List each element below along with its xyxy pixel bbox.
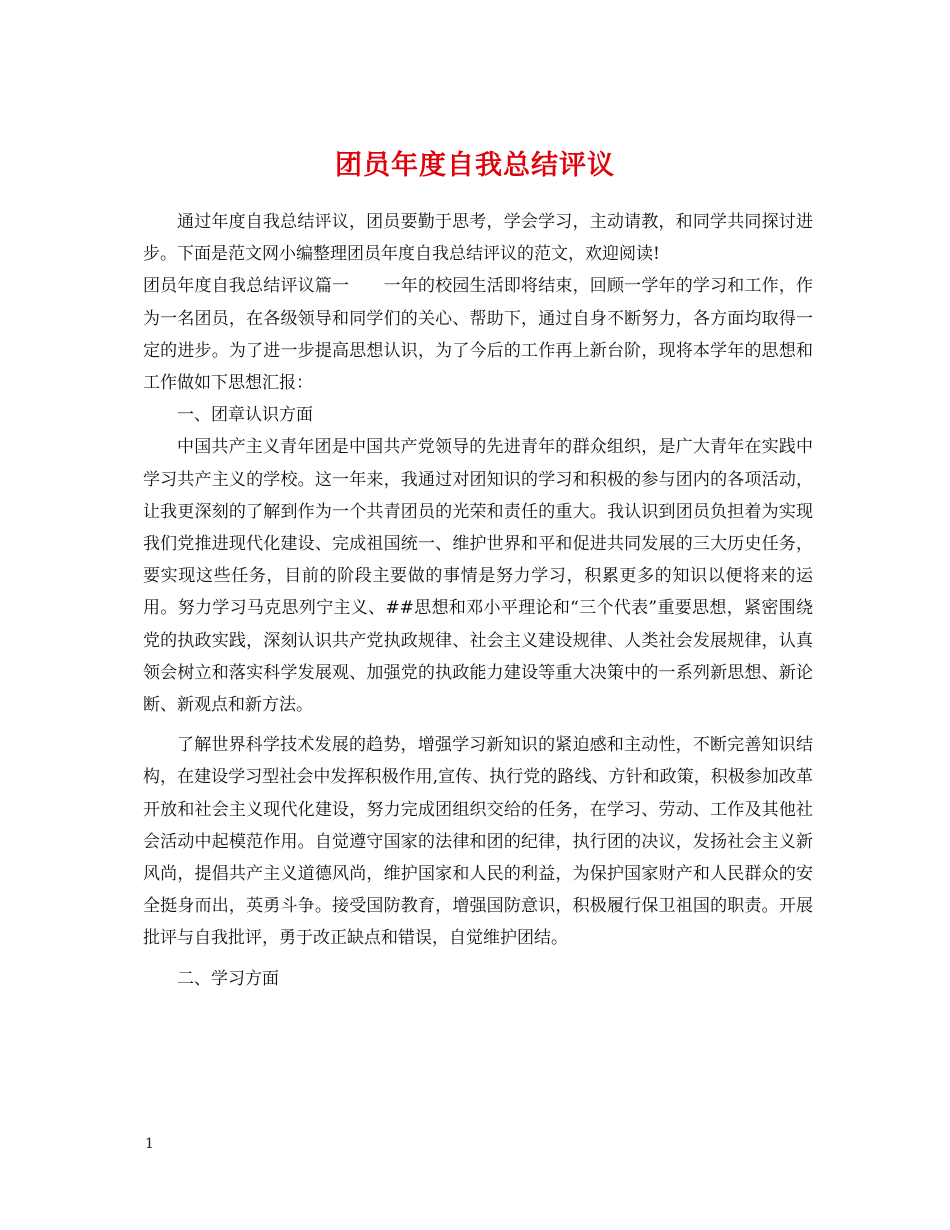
document-body — [143, 206, 813, 995]
body-paragraph-league: 中国共产主义青年团是中国共产党领导的先进青年的群众组织，是广大青年在实践中学习共产主义的学校。这一年来，我通过对团知识的学习和积极的参与团内的各项活动，让我更深刻的了解到作为一个共青团员的光荣和责任的重大。我认识到团员负担着为实现我们党推进现代化建设、完成祖国统一、维护世界和平和促进共同发展的三大历史任务，要实现这些任务，目前的阶段主要做的事情是努力学习，积累更多的知识以便将来的运用。努力学习马克思列宁主义、##思想和邓小平理论和“三个代表”重要思想，紧密围绕党的执政实践，深刻认识共产党执政规律、社会主义建设规律、人类社会发展规律，认真领会树立和落实科学发展观、加强党的执政能力建设等重大决策中的一系列新思想、新论断、新观点和新方法。 — [143, 437, 813, 716]
intro-paragraph: 通过年度自我总结评议，团员要勤于思考，学会学习，主动请教，和同学共同探讨进步。下面是范文网小编整理团员年度自我总结评议的范文，欢迎阅读! — [143, 212, 813, 265]
heading-party-charter: 一、团章认识方面 — [177, 405, 313, 426]
section-one-paragraph: 团员年度自我总结评议篇一 一年的校园生活即将结束，回顾一学年的学习和工作，作为一名团员，在各级领导和同学们的关心、帮助下，通过自身不断努力，各方面均取得一定的进步。为了进一步提高思想认识，为了今后的工作再上新台阶，现将本学年的思想和工作做如下思想汇报： — [143, 276, 813, 394]
heading-study: 二、学习方面 — [177, 968, 279, 989]
page-number: 1 — [145, 1136, 154, 1152]
document-title: 团员年度自我总结评议 — [335, 150, 615, 182]
body-paragraph-science: 了解世界科学技术发展的趋势，增强学习新知识的紧迫感和主动性，不断完善知识结构，在建设学习型社会中发挥积极作用,宣传、执行党的路线、方针和政策，积极参加改革开放和社会主义现代化建设，努力完成团组织交给的任务，在学习、劳动、工作及其他社会活动中起模范作用。自觉遵守国家的法律和团的纪律，执行团的决议，发扬社会主义新风尚，提倡共产主义道德风尚，维护国家和人民的利益，为保护国家财产和人民群众的安全挺身而出，英勇斗争。接受国防教育，增强国防意识，积极履行保卫祖国的职责。开展批评与自我批评，勇于改正缺点和错误，自觉维护团结。 — [143, 735, 813, 949]
